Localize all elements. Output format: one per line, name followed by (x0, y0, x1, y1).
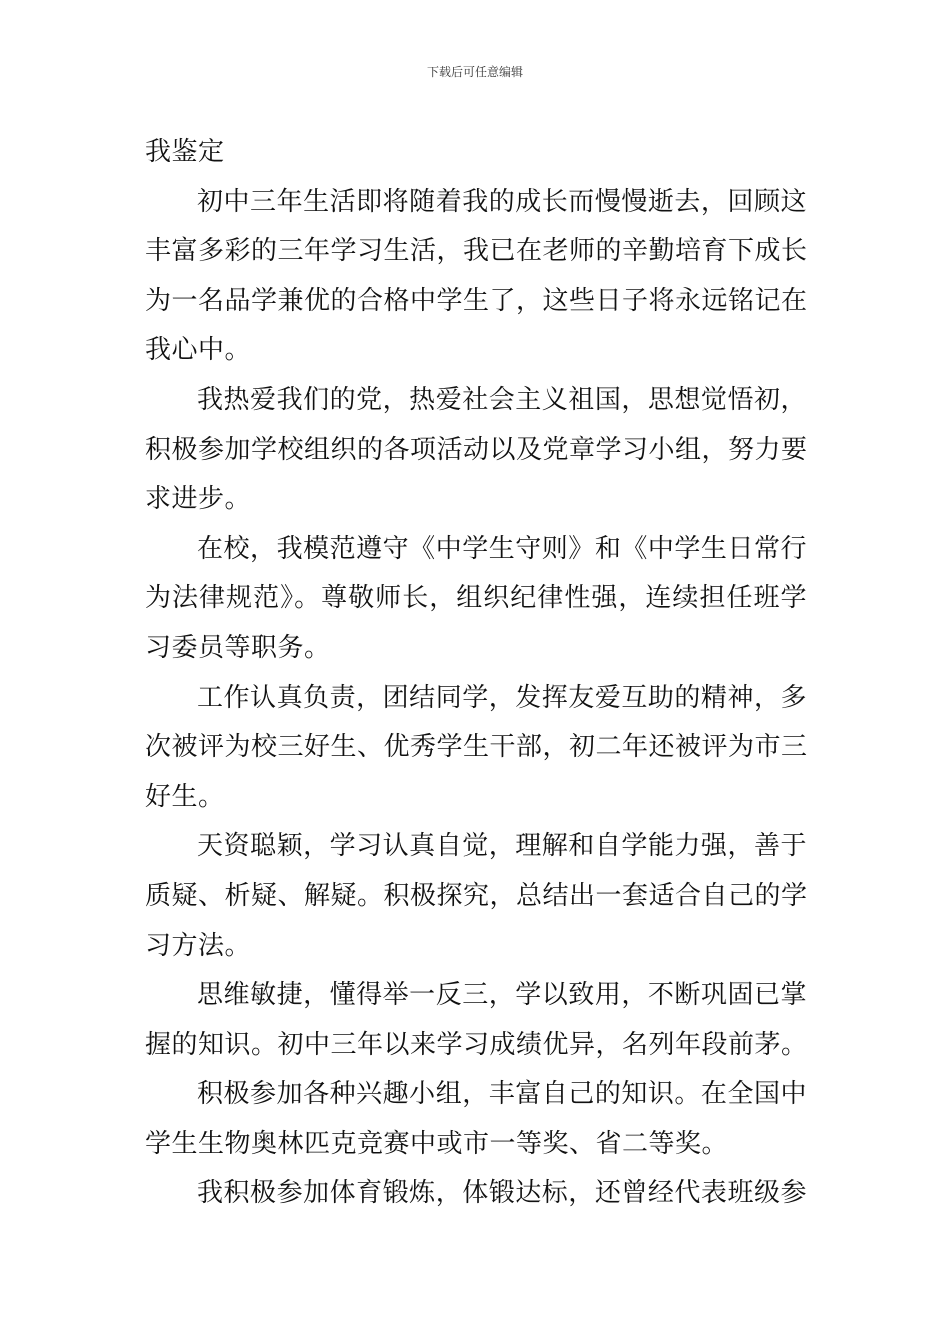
text-line: 我积极参加体育锻炼，体锻达标，还曾经代表班级参 (197, 1178, 807, 1209)
text-line: 握的知识。初中三年以来学习成绩优异，名列年段前茅。 (145, 1029, 808, 1060)
text-line: 求进步。 (145, 484, 252, 515)
text-line: 积极参加各种兴趣小组，丰富自己的知识。在全国中 (197, 1079, 807, 1110)
text-line: 次被评为校三好生、优秀学生干部，初二年还被评为市三 (145, 732, 808, 763)
text-line: 初中三年生活即将随着我的成长而慢慢逝去，回顾这 (197, 186, 807, 217)
text-line: 积极参加学校组织的各项活动以及党章学习小组，努力要 (145, 434, 808, 465)
text-line: 我心中。 (145, 335, 252, 366)
text-line: 工作认真负责，团结同学，发挥友爱互助的精神，多 (197, 682, 807, 713)
text-line: 为一名品学兼优的合格中学生了，这些日子将永远铭记在 (145, 285, 808, 316)
document-title: 我鉴定 (145, 137, 225, 167)
text-line: 在校，我模范遵守《中学生守则》和《中学生日常行 (197, 533, 807, 564)
text-line: 学生生物奥林匹克竞赛中或市一等奖、省二等奖。 (145, 1128, 729, 1159)
text-line: 好生。 (145, 781, 225, 812)
document-body (145, 128, 807, 1219)
text-line: 习委员等职务。 (145, 632, 331, 663)
text-line: 天资聪颖，学习认真自觉，理解和自学能力强，善于 (197, 831, 807, 862)
page-header: 下载后可任意编辑 (426, 65, 523, 79)
text-line: 为法律规范》。尊敬师长，组织纪律性强，连续担任班学 (145, 583, 807, 614)
text-line: 质疑、析疑、解疑。积极探究，总结出一套适合自己的学 (145, 880, 808, 911)
text-line: 习方法。 (145, 930, 252, 961)
text-line: 思维敏捷，懂得举一反三，学以致用，不断巩固已掌 (197, 980, 807, 1011)
text-line: 丰富多彩的三年学习生活，我已在老师的辛勤培育下成长 (145, 236, 808, 267)
text-line: 我热爱我们的党，热爱社会主义祖国，思想觉悟初， (197, 384, 807, 415)
